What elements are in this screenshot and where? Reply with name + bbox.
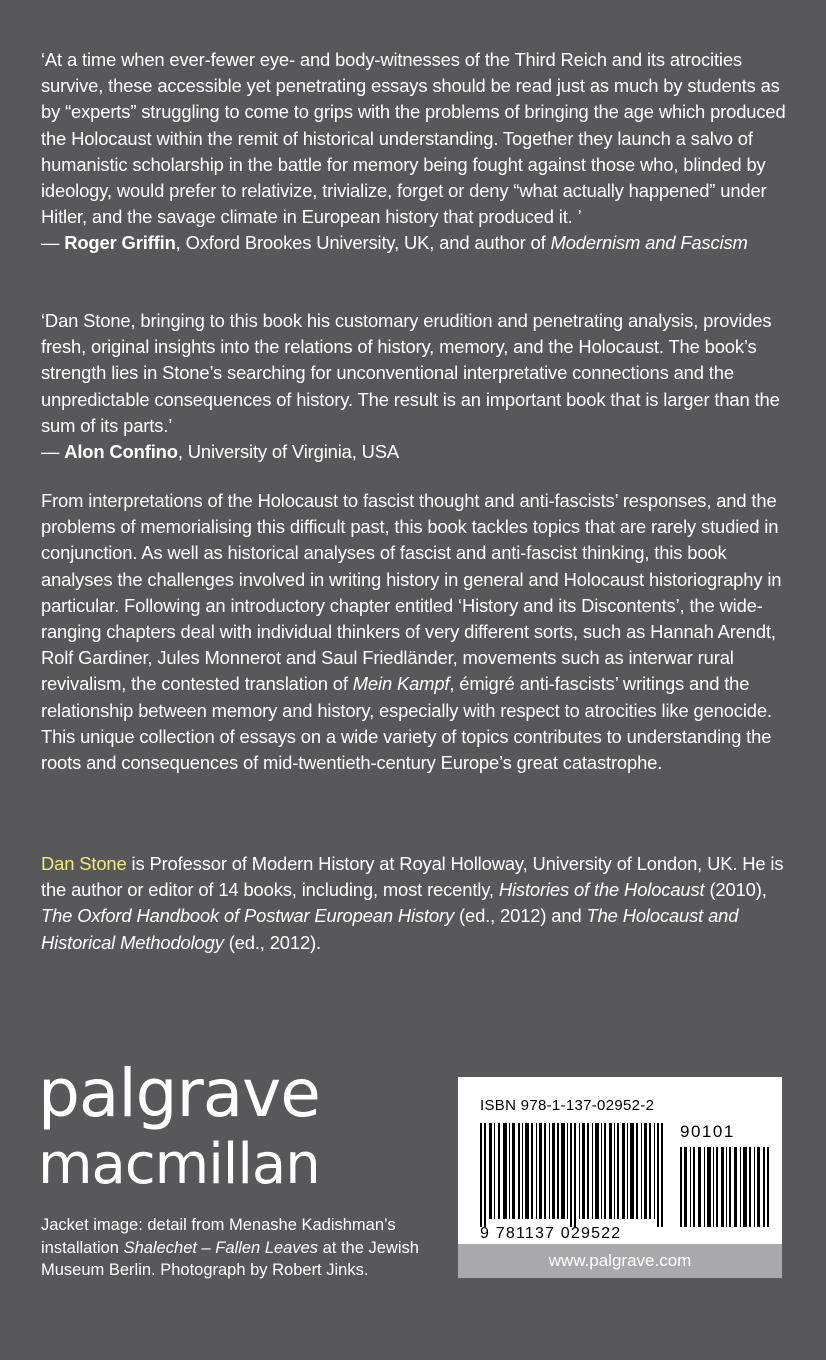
author-bio: Dan Stone is Professor of Modern History at Royal Holloway, University of London, UK. He is the author or editor of 14 books, including, most recently, Histories of the Holocaust (2010), The Oxford Handbook of Postwar European History (ed., 2012) and The Holocaust and Historical Methodology (ed., 2012). <box>41 853 784 953</box>
jacket-credit: Jacket image: detail from Menashe Kadishman’s installation Shalechet – Fallen Leaves at the Jewish Museum Berlin. Photograph by Robert Jinks. <box>41 1216 419 1279</box>
quote-text: ‘At a time when ever-fewer eye- and body-witnesses of the Third Reich and its atrocities survive, these accessible yet penetrating essays should be read just as much by students as by “experts” struggling to come to grips with the problems of bringing the age which produced the Holocaust within the remit of historical understanding. Together they launch a salvo of humanistic scholarship in the battle for memory being fought against those who, blinded by ideology, would prefer to relativize, trivialize, forget or deny “what actually happened” under Hitler, and the savage climate in European history that produced it. ’ <box>41 49 786 228</box>
price-code: 90101 <box>680 1122 735 1141</box>
artwork-title: Shalechet – Fallen Leaves <box>123 1238 319 1257</box>
logo-line-macmillan: macmillan <box>38 1132 320 1197</box>
quote-author: Alon Confino <box>64 441 178 463</box>
review-quote-confino <box>41 308 793 465</box>
barcode-digits: 9 781137 029522 <box>480 1225 622 1242</box>
quote-attribution: — Roger Griffin, Oxford Brookes University, UK, and author of Modernism and Fascism <box>41 232 748 254</box>
book-title: Histories of the Holocaust <box>498 879 705 901</box>
book-title: Mein Kampf <box>352 673 450 695</box>
quote-text: ‘Dan Stone, bringing to this book his customary erudition and penetrating analysis, provides fresh, original insights into the relations of history, memory, and the Holocaust. The book’s strength lies in Stone’s searching for unconventional interpretative connections and the unpredictable consequences of history. The result is an important book that is larger than the sum of its parts.’ <box>41 310 780 436</box>
book-title: The Oxford Handbook of Postwar European History <box>41 905 455 927</box>
quote-author: Roger Griffin <box>64 232 176 254</box>
review-quote-griffin <box>41 47 793 257</box>
book-title: The Holocaust and Historical Methodology <box>41 905 739 953</box>
isbn-label: ISBN 978-1-137-02952-2 <box>480 1097 655 1114</box>
book-title: Modernism and Fascism <box>550 232 748 254</box>
book-description: From interpretations of the Holocaust to fascist thought and anti-fascists’ responses, and the problems of memorialising this difficult past, this book tackles topics that are rarely studied in conjunction. As well as historical analyses of fascist and anti-fascist thinking, this book analyses the challenges involved in writing history in general and Holocaust historiography in particular. Following an introductory chapter entitled ‘History and its Discontents’, the wide-ranging chapters deal with individual thinkers of very different sorts, such as Hannah Arendt, Rolf Gardiner, Jules Monnerot and Saul Friedländer, movements such as interwar rural revivalism, the contested translation of Mein Kampf, émigré anti-fascists’ writings and the relationship between memory and history, especially with respect to atrocities like genocide. This unique collection of essays on a wide variety of topics contributes to understanding the roots and consequences of mid-twentieth-century Europe’s great catastrophe. <box>41 490 782 774</box>
publisher-logo <box>38 1055 320 1198</box>
quote-attribution: — Alon Confino, University of Virginia, USA <box>41 441 400 463</box>
publisher-url[interactable]: www.palgrave.com <box>458 1244 782 1278</box>
barcode-panel <box>458 1077 782 1244</box>
author-name: Dan Stone <box>41 853 127 874</box>
logo-line-palgrave: palgrave <box>38 1055 320 1132</box>
